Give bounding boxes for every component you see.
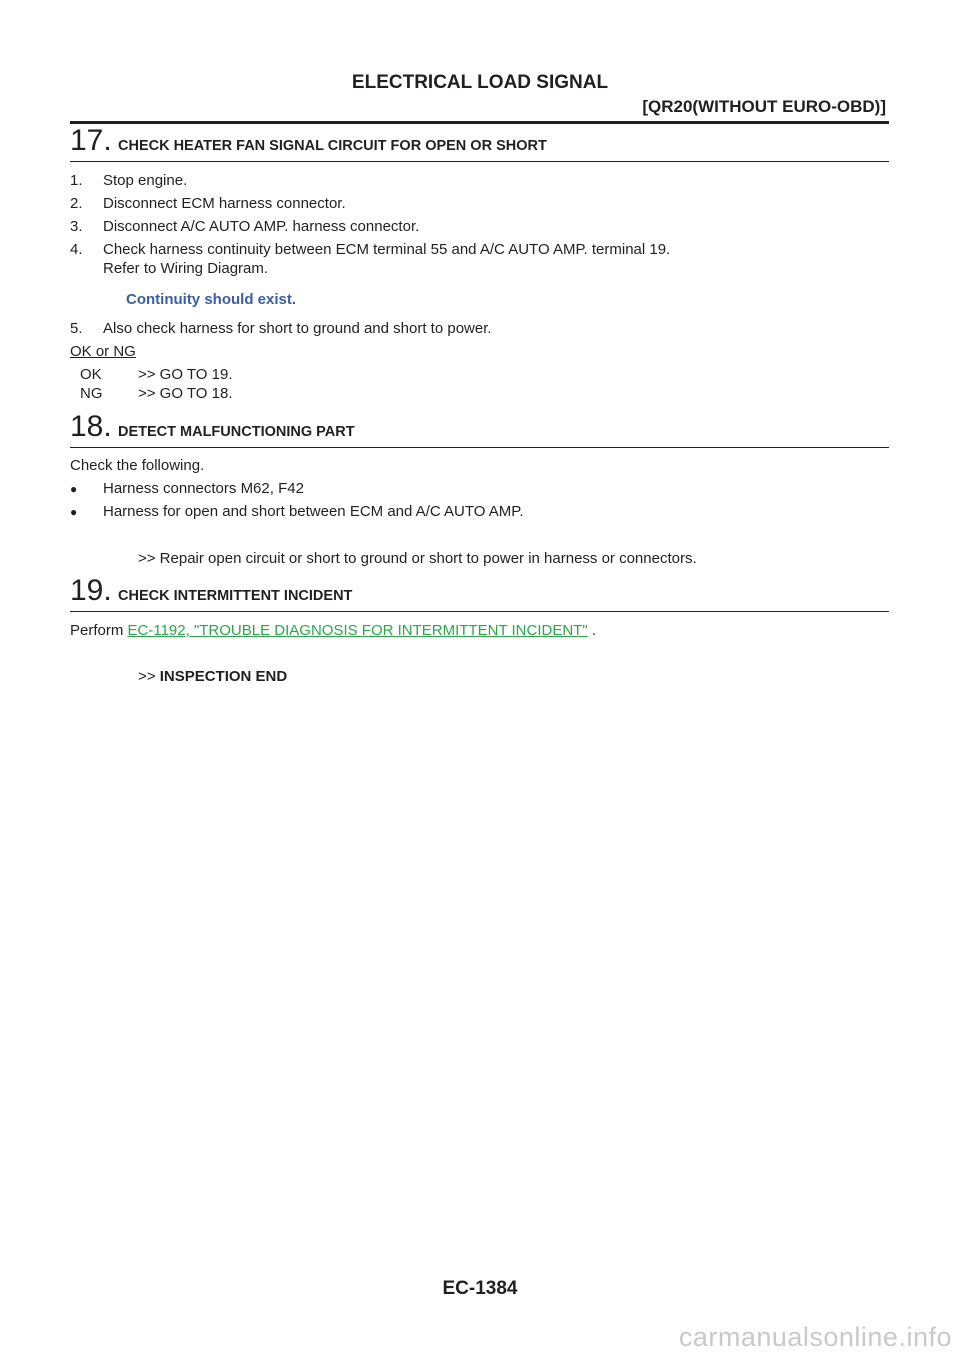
step-17-item-3-number: 3. — [70, 218, 83, 235]
step-17-item-2-number: 2. — [70, 195, 83, 212]
step-18-bullet-1: Harness connectors M62, F42 — [103, 480, 304, 497]
inspection-end-line — [138, 668, 287, 686]
result-ok-action: >> GO TO 19. — [138, 366, 233, 383]
step-18-header — [70, 408, 889, 448]
step-17-item-5-text: Also check harness for short to ground and short to power. — [103, 320, 492, 337]
step-17-item-1-text: Stop engine. — [103, 172, 188, 189]
result-ng-action: >> GO TO 18. — [138, 385, 233, 402]
step-18-divider — [70, 447, 889, 448]
end-prefix: >> — [138, 668, 156, 685]
step-17-item-4-subtext: Refer to Wiring Diagram. — [103, 260, 269, 277]
intermittent-incident-link[interactable]: EC-1192, "TROUBLE DIAGNOSIS FOR INTERMITTENT INCIDENT" — [127, 622, 588, 639]
step-18-bullet-2: Harness for open and short between ECM and A/C AUTO AMP. — [103, 503, 524, 520]
result-ok-key: OK — [80, 366, 102, 383]
page-subtitle: [QR20(WITHOUT EURO-OBD)] — [642, 97, 886, 116]
step-17-item-4-number: 4. — [70, 241, 83, 258]
step-18-title: DETECT MALFUNCTIONING PART — [118, 424, 355, 440]
inspection-end-text: INSPECTION END — [159, 668, 288, 685]
step-17-number: 17. — [70, 124, 112, 157]
step-17-item-4-text: Check harness continuity between ECM terminal 55 and A/C AUTO AMP. terminal 19. — [103, 241, 671, 258]
ok-or-ng-label: OK or NG — [70, 343, 136, 360]
perform-suffix: . — [591, 622, 597, 639]
step-19-title: CHECK INTERMITTENT INCIDENT — [118, 588, 353, 604]
step-19-number: 19. — [70, 574, 112, 607]
step-18-action: >> Repair open circuit or short to ground or short to power in harness or connectors. — [138, 550, 697, 567]
page-number: EC-1384 — [442, 1278, 518, 1299]
step-18-intro: Check the following. — [70, 457, 205, 474]
watermark: carmanualsonline.info — [678, 1322, 952, 1352]
step-18-number: 18. — [70, 410, 112, 443]
perform-prefix: Perform — [70, 622, 124, 639]
step-17-item-1-number: 1. — [70, 172, 83, 189]
perform-line — [70, 622, 596, 640]
step-17-divider — [70, 161, 889, 162]
bullet-icon: ● — [70, 482, 78, 496]
page-title: ELECTRICAL LOAD SIGNAL — [351, 72, 609, 93]
result-ng-key: NG — [80, 385, 103, 402]
step-17-item-3-text: Disconnect A/C AUTO AMP. harness connector. — [103, 218, 420, 235]
step-17-item-2-text: Disconnect ECM harness connector. — [103, 195, 346, 212]
step-17-item-5-number: 5. — [70, 320, 83, 337]
step-17-title: CHECK HEATER FAN SIGNAL CIRCUIT FOR OPEN OR SHORT — [118, 138, 547, 154]
step-17-header — [70, 122, 889, 162]
bullet-icon: ● — [70, 505, 78, 519]
step-19-divider — [70, 611, 889, 612]
continuity-note: Continuity should exist. — [126, 291, 297, 308]
step-19-header — [70, 572, 889, 612]
